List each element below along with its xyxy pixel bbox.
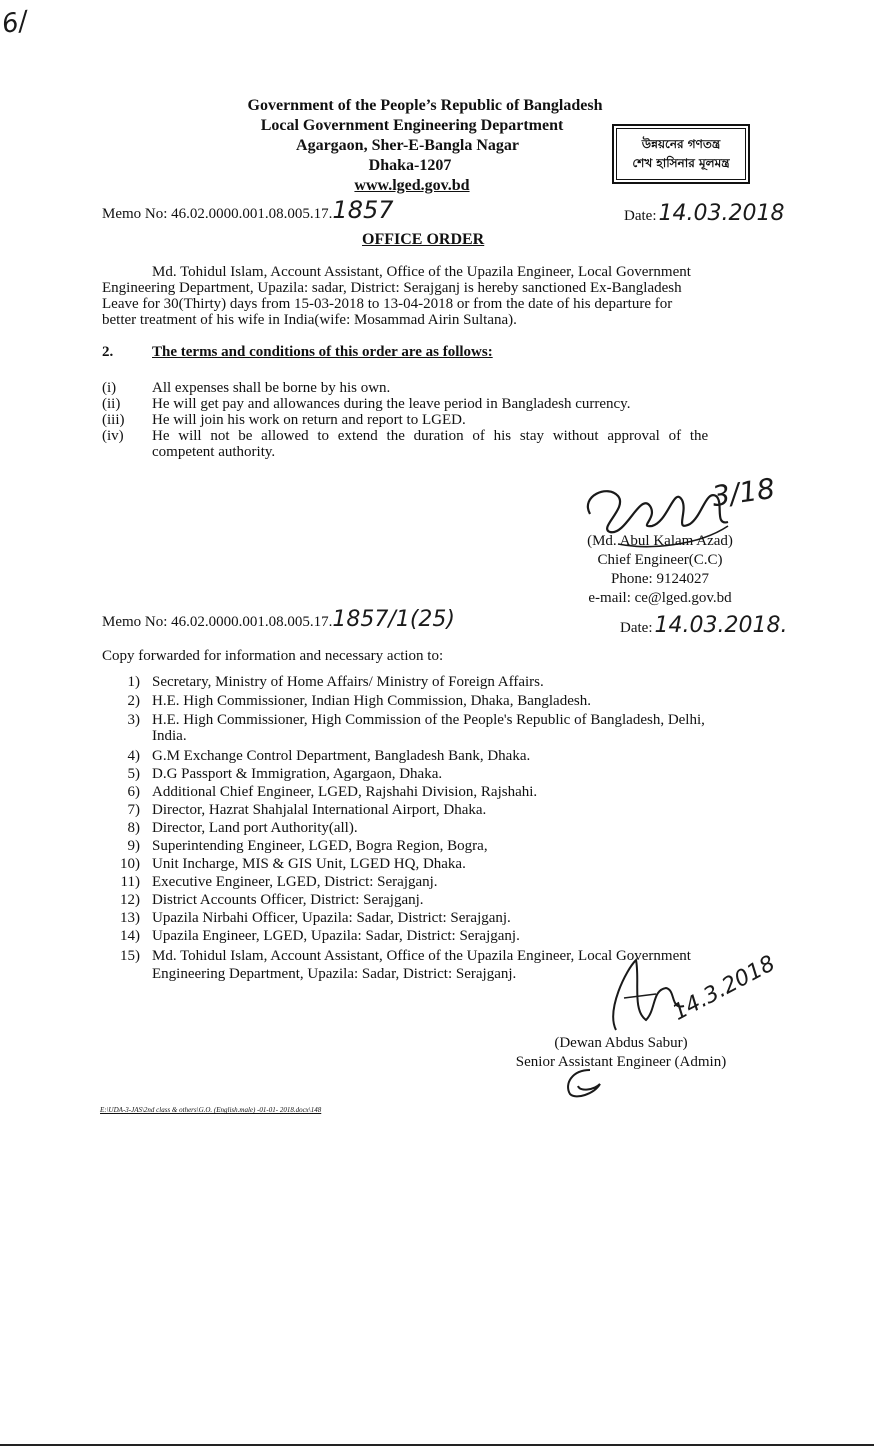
list-text: Superintending Engineer, LGED, Bogra Region, Bogra,	[152, 838, 488, 854]
term-text: All expenses shall be borne by his own.	[152, 380, 391, 396]
signatory-1-email[interactable]: e-mail: ce@lged.gov.bd	[588, 590, 732, 606]
stamp-line-1: উন্নয়নের গণতন্ত্র	[641, 137, 721, 151]
list-text: Upazila Engineer, LGED, Upazila: Sadar, District: Serajganj.	[152, 928, 520, 944]
signature-1-date: 3/18	[710, 471, 777, 514]
list-number: 13)	[120, 910, 140, 926]
term-number: (ii)	[102, 396, 121, 412]
term-item	[102, 380, 752, 396]
header-line-1: Government of the People’s Republic of Bangladesh	[247, 97, 603, 114]
term-number: (iv)	[102, 428, 124, 444]
signatory-2-name: (Dewan Abdus Sabur)	[554, 1035, 688, 1051]
memo-date-2	[620, 613, 788, 638]
file-path-footer: E:\UDA-3-JAS\2nd class & others\G.O. (English.male) -01-01- 2018.docx\148	[100, 1106, 322, 1114]
paragraph-line-2: Engineering Department, Upazila: sadar, District: Serajganj is hereby sanctioned Ex-Bangladesh	[102, 280, 682, 296]
memo-handwritten-number: 1857/1(25)	[332, 607, 455, 632]
header-line-3: Agargaon, Sher-E-Bangla Nagar	[296, 137, 519, 154]
signatory-2-designation: Senior Assistant Engineer (Admin)	[515, 1054, 727, 1070]
term-text: He will not be allowed to extend the duration of his stay without approval of the	[152, 428, 709, 444]
memo-prefix: Memo No: 46.02.0000.001.08.005.17.	[102, 206, 333, 222]
initial-mark	[560, 1064, 610, 1104]
list-number: 8)	[127, 820, 140, 836]
list-text: H.E. High Commissioner, Indian High Commission, Dhaka, Bangladesh.	[152, 693, 591, 709]
list-text: G.M Exchange Control Department, Bangladesh Bank, Dhaka.	[152, 748, 531, 764]
list-text: Md. Tohidul Islam, Account Assistant, Office of the Upazila Engineer, Local Government	[152, 948, 691, 964]
list-number: 9)	[127, 838, 140, 854]
section-2-heading: The terms and conditions of this order are as follows:	[152, 344, 493, 360]
list-text: H.E. High Commissioner, High Commission of the People's Republic of Bangladesh, Delhi,	[152, 712, 705, 728]
letterhead	[200, 96, 650, 196]
list-text: Secretary, Ministry of Home Affairs/ Ministry of Foreign Affairs.	[152, 674, 544, 690]
term-number: (iii)	[102, 412, 125, 428]
terms-list	[102, 380, 752, 460]
list-number: 2)	[127, 693, 140, 709]
list-text: Director, Hazrat Shahjalal International Airport, Dhaka.	[152, 802, 487, 818]
list-text: Upazila Nirbahi Officer, Upazila: Sadar, District: Serajganj.	[152, 910, 511, 926]
list-number: 7)	[127, 802, 140, 818]
document-title: OFFICE ORDER	[362, 231, 485, 248]
date-handwritten: 14.03.2018	[658, 201, 785, 226]
term-text: He will get pay and allowances during the leave period in Bangladesh currency.	[152, 396, 631, 412]
list-text: Engineering Department, Upazila: Sadar, District: Serajganj.	[152, 966, 517, 982]
signatory-1-name: (Md. Abul Kalam Azad)	[587, 533, 733, 549]
memo-number-2	[102, 607, 455, 632]
date-label: Date:	[620, 620, 653, 636]
signatory-1-designation: Chief Engineer(C.C)	[597, 552, 723, 568]
list-number: 12)	[120, 892, 140, 908]
term-item-continuation	[102, 444, 752, 460]
term-item	[102, 428, 752, 444]
list-number: 3)	[127, 712, 140, 728]
list-number: 11)	[120, 874, 140, 890]
signatory-1-phone: Phone: 9124027	[611, 571, 709, 587]
list-text: District Accounts Officer, District: Serajganj.	[152, 892, 424, 908]
list-text: D.G Passport & Immigration, Agargaon, Dhaka.	[152, 766, 443, 782]
term-text: competent authority.	[152, 444, 276, 460]
header-website-link[interactable]: www.lged.gov.bd	[354, 177, 470, 194]
date-label: Date:	[624, 208, 657, 224]
list-text: India.	[152, 728, 187, 744]
memo-prefix: Memo No: 46.02.0000.001.08.005.17.	[102, 614, 333, 630]
paragraph-line-3: Leave for 30(Thirty) days from 15-03-2018 to 13-04-2018 or from the date of his departure for	[102, 296, 673, 312]
paragraph-line-4: better treatment of his wife in India(wife: Mosammad Airin Sultana).	[102, 312, 517, 328]
memo-date-1	[624, 201, 785, 226]
term-number: (i)	[102, 380, 117, 396]
term-text: He will join his work on return and report to LGED.	[152, 412, 466, 428]
term-item	[102, 412, 752, 428]
term-item	[102, 396, 752, 412]
list-number: 4)	[127, 748, 140, 764]
section-2-number: 2.	[102, 344, 114, 360]
memo-number-1	[102, 196, 394, 224]
paragraph-line-1: Md. Tohidul Islam, Account Assistant, Office of the Upazila Engineer, Local Government	[152, 264, 691, 280]
memo-handwritten-number: 1857	[332, 196, 394, 224]
list-number: 6)	[127, 784, 140, 800]
signatory-2-block	[506, 1034, 736, 1072]
date-handwritten: 14.03.2018.	[654, 613, 788, 638]
signature-2-date: 14.3.2018	[668, 951, 780, 1026]
list-number: 1)	[127, 674, 140, 690]
list-number: 15)	[120, 948, 140, 964]
order-paragraph	[102, 264, 752, 328]
signatory-1-block	[560, 532, 760, 608]
list-number: 10)	[120, 856, 140, 872]
list-text: Unit Incharge, MIS & GIS Unit, LGED HQ, Dhaka.	[152, 856, 466, 872]
copy-forward-intro: Copy forwarded for information and necessary action to:	[102, 648, 444, 664]
list-text: Additional Chief Engineer, LGED, Rajshahi Division, Rajshahi.	[152, 784, 538, 800]
list-number: 14)	[120, 928, 140, 944]
header-line-4: Dhaka-1207	[368, 157, 452, 174]
list-text: Executive Engineer, LGED, District: Serajganj.	[152, 874, 438, 890]
corner-handwritten-mark: 6/	[0, 6, 30, 40]
stamp-line-2: শেখ হাসিনার মূলমন্ত্র	[632, 156, 730, 170]
header-line-2: Local Government Engineering Department	[260, 117, 564, 134]
list-number: 5)	[127, 766, 140, 782]
page-bottom-edge	[0, 1444, 874, 1446]
list-text: Director, Land port Authority(all).	[152, 820, 358, 836]
slogan-stamp	[612, 124, 750, 184]
